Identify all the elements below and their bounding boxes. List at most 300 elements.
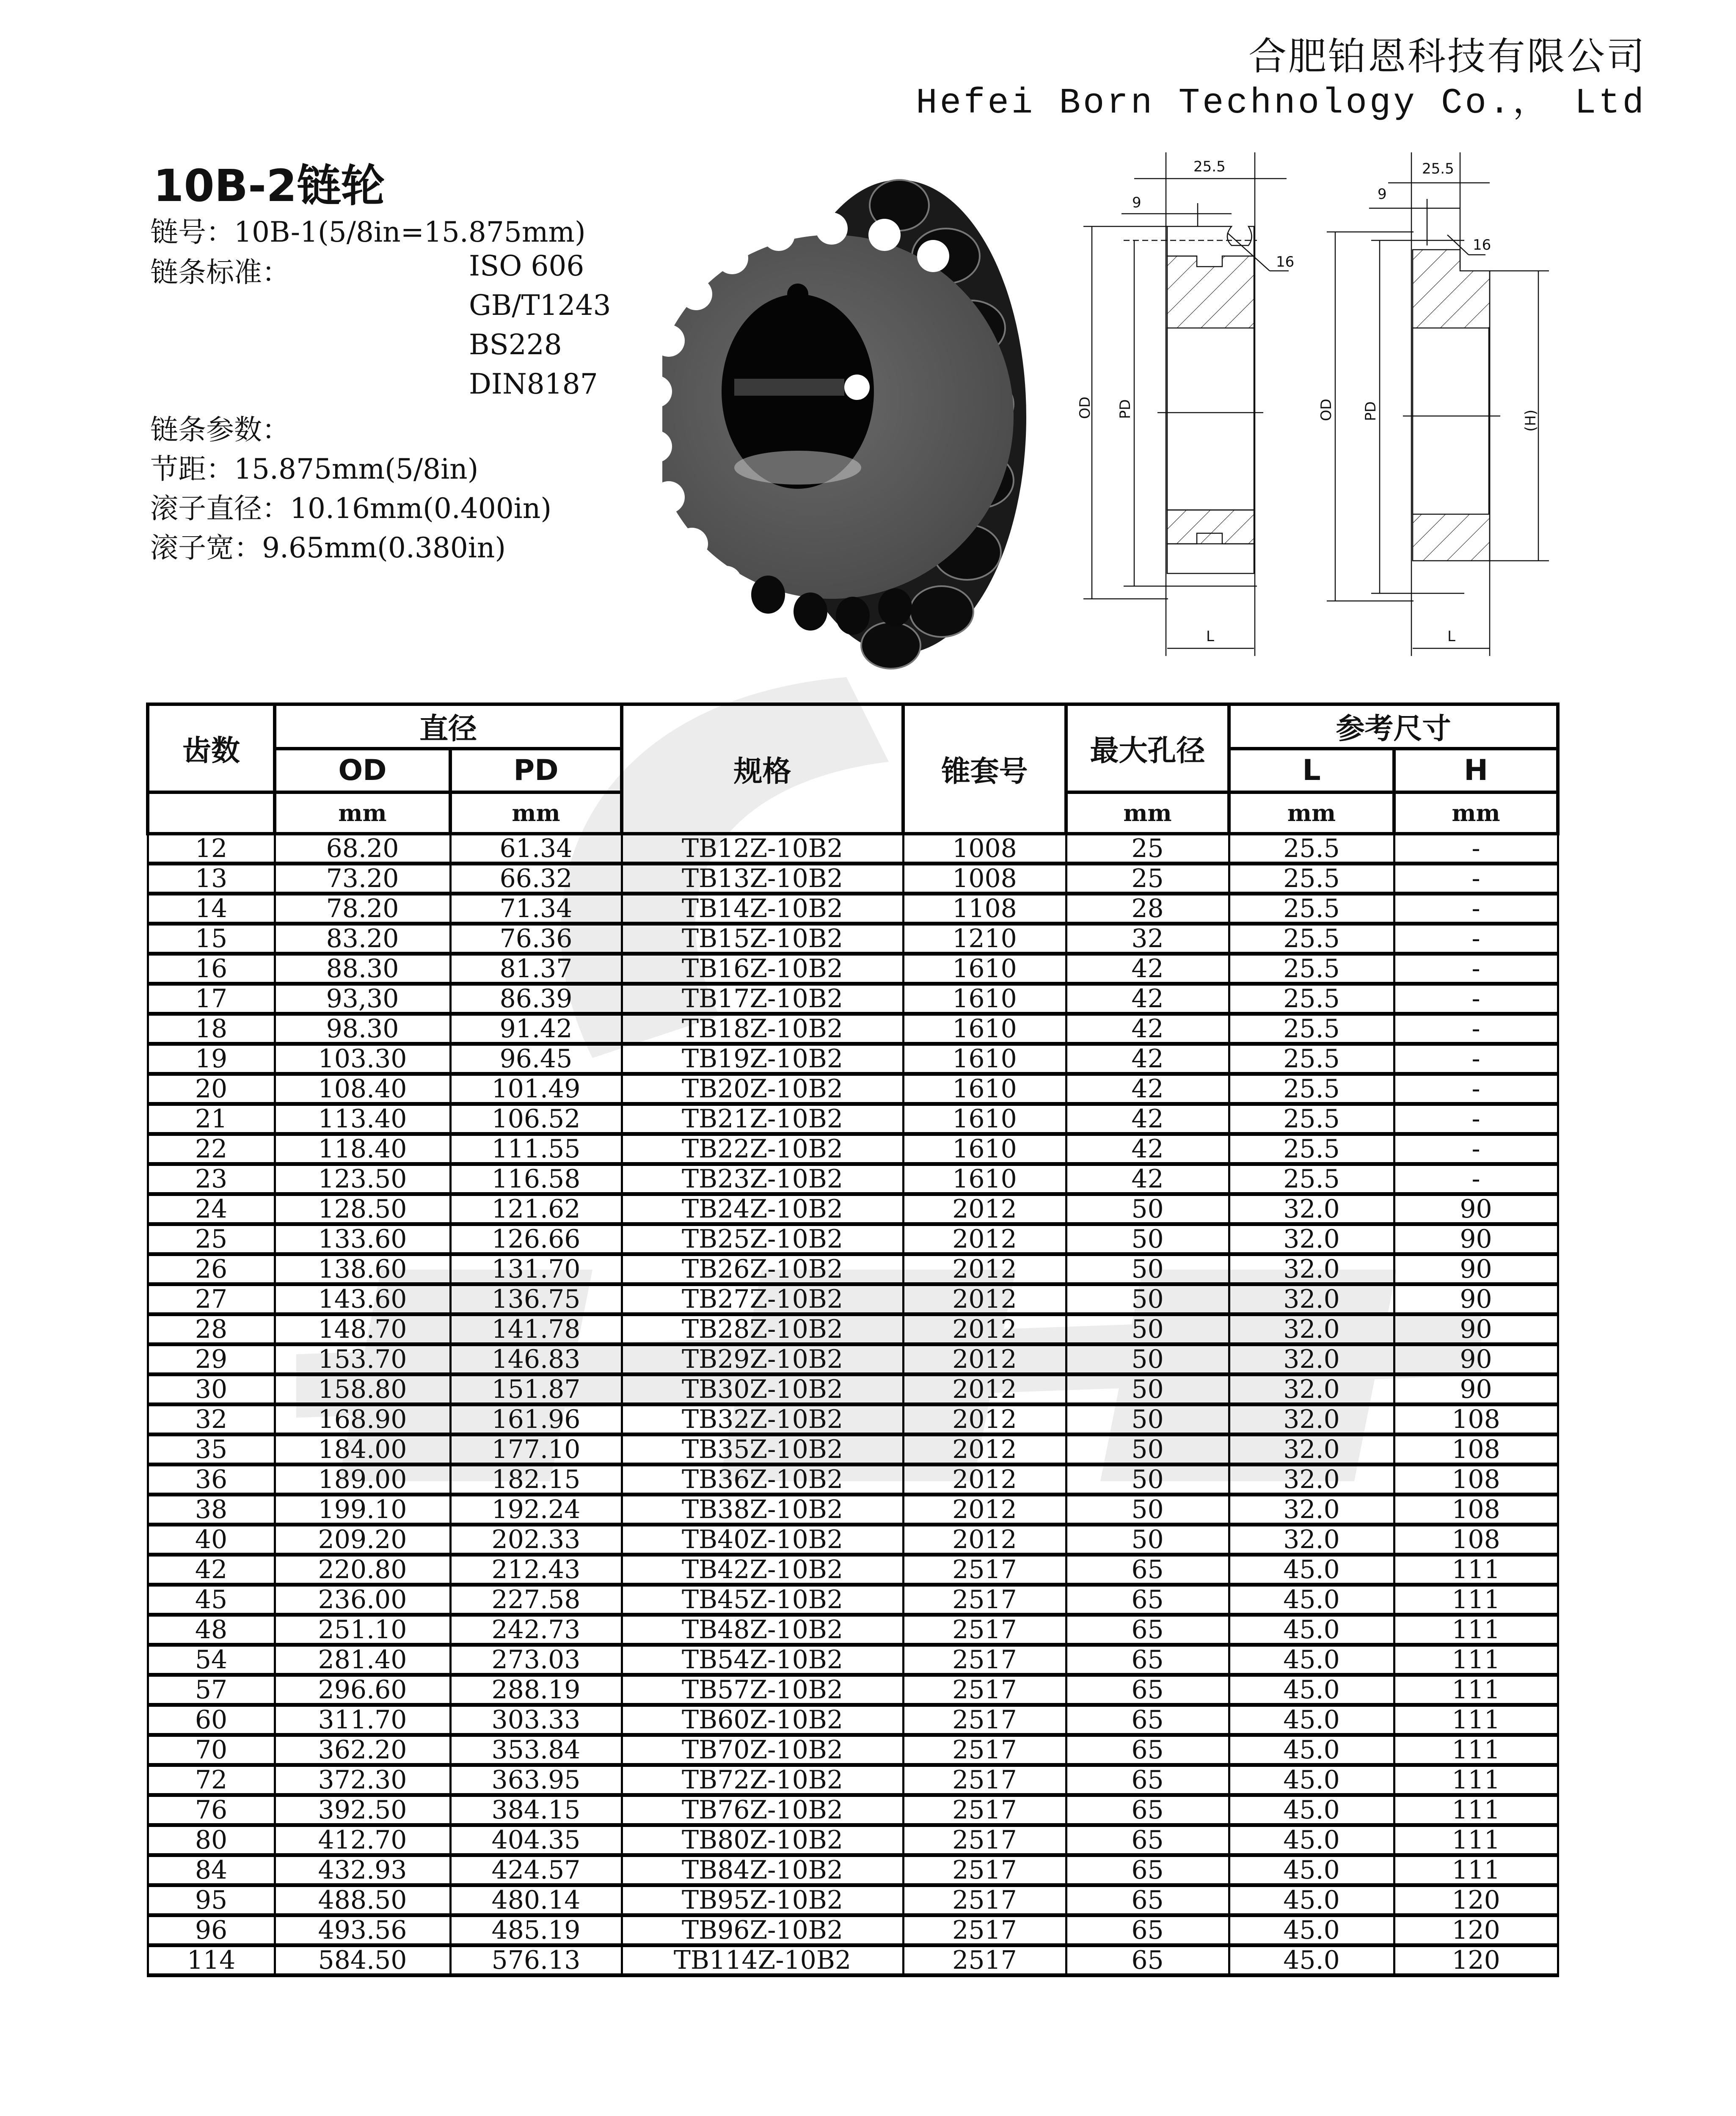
cell-teeth: 60 <box>148 1705 275 1735</box>
chain-standard-din: DIN8187 <box>469 368 598 400</box>
table-row <box>148 894 1558 924</box>
cell-teeth: 38 <box>148 1495 275 1525</box>
chain-params-label: 链条参数： <box>150 413 290 446</box>
cell-max-bore: 32 <box>1066 924 1229 954</box>
cell-h: 111 <box>1394 1855 1558 1885</box>
cell-pd: 96.45 <box>450 1044 622 1074</box>
table-row <box>148 834 1558 864</box>
cell-l: 45.0 <box>1229 1705 1394 1735</box>
cell-max-bore: 65 <box>1066 1825 1229 1855</box>
cell-teeth: 96 <box>148 1915 275 1945</box>
cell-bushing: 1610 <box>903 1074 1066 1104</box>
header-h: H <box>1394 749 1558 792</box>
cell-l: 45.0 <box>1229 1765 1394 1795</box>
cell-spec: TB12Z-10B2 <box>622 834 903 864</box>
cell-teeth: 13 <box>148 864 275 894</box>
table-row <box>148 1074 1558 1104</box>
cell-bushing: 1610 <box>903 954 1066 984</box>
cell-h: 108 <box>1394 1405 1558 1435</box>
table-row <box>148 1765 1558 1795</box>
table-row <box>148 954 1558 984</box>
table-row <box>148 1825 1558 1855</box>
cell-l: 25.5 <box>1229 894 1394 924</box>
cell-max-bore: 42 <box>1066 984 1229 1014</box>
cell-l: 45.0 <box>1229 1945 1394 1975</box>
drawing-view-b <box>1318 152 1549 656</box>
cell-max-bore: 65 <box>1066 1765 1229 1795</box>
table-row <box>148 1164 1558 1194</box>
cell-od: 251.10 <box>275 1615 450 1645</box>
cell-od: 138.60 <box>275 1254 450 1284</box>
cell-od: 362.20 <box>275 1735 450 1765</box>
cell-od: 143.60 <box>275 1284 450 1314</box>
cell-spec: TB30Z-10B2 <box>622 1375 903 1405</box>
cell-teeth: 30 <box>148 1375 275 1405</box>
cell-od: 78.20 <box>275 894 450 924</box>
cell-l: 32.0 <box>1229 1435 1394 1465</box>
cell-bushing: 1610 <box>903 1014 1066 1044</box>
cell-teeth: 35 <box>148 1435 275 1465</box>
cell-l: 45.0 <box>1229 1855 1394 1885</box>
cell-l: 32.0 <box>1229 1405 1394 1435</box>
cell-spec: TB19Z-10B2 <box>622 1044 903 1074</box>
cell-l: 25.5 <box>1229 1164 1394 1194</box>
table-row <box>148 1314 1558 1345</box>
cell-bushing: 2012 <box>903 1525 1066 1555</box>
cell-pd: 192.24 <box>450 1495 622 1525</box>
header-max-bore: 最大孔径 <box>1066 704 1229 792</box>
cell-spec: TB15Z-10B2 <box>622 924 903 954</box>
cell-spec: TB20Z-10B2 <box>622 1074 903 1104</box>
cell-h: 111 <box>1394 1585 1558 1615</box>
cell-max-bore: 65 <box>1066 1735 1229 1765</box>
label-h-b: (H) <box>1522 409 1539 432</box>
cell-h: 90 <box>1394 1375 1558 1405</box>
cell-teeth: 72 <box>148 1765 275 1795</box>
cell-h: 111 <box>1394 1675 1558 1705</box>
cell-spec: TB35Z-10B2 <box>622 1435 903 1465</box>
cell-bushing: 2517 <box>903 1795 1066 1825</box>
cell-max-bore: 50 <box>1066 1435 1229 1465</box>
label-l-a: L <box>1206 628 1214 645</box>
cell-bushing: 1210 <box>903 924 1066 954</box>
cell-max-bore: 50 <box>1066 1345 1229 1375</box>
cell-teeth: 19 <box>148 1044 275 1074</box>
cell-spec: TB36Z-10B2 <box>622 1465 903 1495</box>
cell-teeth: 17 <box>148 984 275 1014</box>
cell-h: - <box>1394 984 1558 1014</box>
cell-teeth: 26 <box>148 1254 275 1284</box>
cell-max-bore: 42 <box>1066 1014 1229 1044</box>
cell-pd: 242.73 <box>450 1615 622 1645</box>
cell-l: 45.0 <box>1229 1915 1394 1945</box>
cell-teeth: 42 <box>148 1555 275 1585</box>
cell-bushing: 2517 <box>903 1825 1066 1855</box>
table-row <box>148 1795 1558 1825</box>
cell-max-bore: 65 <box>1066 1885 1229 1915</box>
cell-max-bore: 25 <box>1066 864 1229 894</box>
cell-h: - <box>1394 1134 1558 1164</box>
cell-teeth: 21 <box>148 1104 275 1134</box>
table-row <box>148 1525 1558 1555</box>
cell-pd: 151.87 <box>450 1375 622 1405</box>
cell-bushing: 1610 <box>903 984 1066 1014</box>
header-diameter: 直径 <box>275 704 622 749</box>
cell-pd: 76.36 <box>450 924 622 954</box>
cell-spec: TB29Z-10B2 <box>622 1345 903 1375</box>
cell-l: 25.5 <box>1229 1074 1394 1104</box>
label-pd-a: PD <box>1117 399 1134 419</box>
table-row <box>148 1735 1558 1765</box>
dim-radius-a: 16 <box>1276 253 1295 270</box>
cell-od: 73.20 <box>275 864 450 894</box>
cell-l: 32.0 <box>1229 1375 1394 1405</box>
cell-spec: TB76Z-10B2 <box>622 1795 903 1825</box>
cell-l: 45.0 <box>1229 1585 1394 1615</box>
cell-od: 236.00 <box>275 1585 450 1615</box>
cell-h: 90 <box>1394 1314 1558 1345</box>
table-row <box>148 1435 1558 1465</box>
cell-h: 90 <box>1394 1254 1558 1284</box>
cell-h: 90 <box>1394 1284 1558 1314</box>
table-row <box>148 1254 1558 1284</box>
cell-spec: TB42Z-10B2 <box>622 1555 903 1585</box>
cell-teeth: 24 <box>148 1194 275 1224</box>
table-row <box>148 1915 1558 1945</box>
cell-teeth: 27 <box>148 1284 275 1314</box>
cell-bushing: 2517 <box>903 1585 1066 1615</box>
cell-od: 98.30 <box>275 1014 450 1044</box>
cell-pd: 303.33 <box>450 1705 622 1735</box>
table-row <box>148 924 1558 954</box>
cell-od: 118.40 <box>275 1134 450 1164</box>
dim-offset-a: 9 <box>1132 194 1141 211</box>
cell-spec: TB18Z-10B2 <box>622 1014 903 1044</box>
chain-standard-bs: BS228 <box>469 328 562 361</box>
cell-spec: TB95Z-10B2 <box>622 1885 903 1915</box>
company-name-en: Hefei Born Technology Co.， Ltd <box>916 83 1646 124</box>
table-row <box>148 1194 1558 1224</box>
cell-max-bore: 65 <box>1066 1555 1229 1585</box>
cell-h: - <box>1394 1104 1558 1134</box>
cell-spec: TB114Z-10B2 <box>622 1945 903 1975</box>
cell-h: - <box>1394 834 1558 864</box>
cell-bushing: 2012 <box>903 1435 1066 1465</box>
table-row <box>148 1615 1558 1645</box>
cell-pd: 116.58 <box>450 1164 622 1194</box>
cell-spec: TB24Z-10B2 <box>622 1194 903 1224</box>
cell-teeth: 15 <box>148 924 275 954</box>
cell-bushing: 2012 <box>903 1254 1066 1284</box>
cell-pd: 576.13 <box>450 1945 622 1975</box>
label-od-a: OD <box>1077 397 1094 419</box>
table-row <box>148 1945 1558 1975</box>
cell-max-bore: 50 <box>1066 1224 1229 1254</box>
cell-teeth: 48 <box>148 1615 275 1645</box>
cell-l: 45.0 <box>1229 1795 1394 1825</box>
cell-od: 168.90 <box>275 1405 450 1435</box>
cell-od: 488.50 <box>275 1885 450 1915</box>
cell-bushing: 2012 <box>903 1314 1066 1345</box>
cell-spec: TB14Z-10B2 <box>622 894 903 924</box>
cell-max-bore: 65 <box>1066 1615 1229 1645</box>
cell-max-bore: 50 <box>1066 1495 1229 1525</box>
table-row <box>148 1224 1558 1254</box>
table-row <box>148 1134 1558 1164</box>
cell-spec: TB60Z-10B2 <box>622 1705 903 1735</box>
cell-teeth: 70 <box>148 1735 275 1765</box>
cell-h: 111 <box>1394 1555 1558 1585</box>
cell-pd: 202.33 <box>450 1525 622 1555</box>
cell-bushing: 1610 <box>903 1044 1066 1074</box>
cell-h: 120 <box>1394 1915 1558 1945</box>
cell-h: 111 <box>1394 1615 1558 1645</box>
label-pd-b: PD <box>1362 401 1379 421</box>
cell-max-bore: 50 <box>1066 1405 1229 1435</box>
table-row <box>148 1495 1558 1525</box>
cell-h: - <box>1394 894 1558 924</box>
cell-max-bore: 50 <box>1066 1525 1229 1555</box>
cell-bushing: 2012 <box>903 1405 1066 1435</box>
technical-drawing <box>1050 144 1566 660</box>
cell-h: - <box>1394 864 1558 894</box>
cell-pd: 384.15 <box>450 1795 622 1825</box>
cell-od: 123.50 <box>275 1164 450 1194</box>
cell-spec: TB45Z-10B2 <box>622 1585 903 1615</box>
cell-l: 32.0 <box>1229 1284 1394 1314</box>
cell-pd: 101.49 <box>450 1074 622 1104</box>
cell-pd: 131.70 <box>450 1254 622 1284</box>
cell-teeth: 32 <box>148 1405 275 1435</box>
table-row <box>148 1645 1558 1675</box>
company-name-cn: 合肥铂恩科技有限公司 <box>1248 34 1646 79</box>
cell-bushing: 2012 <box>903 1224 1066 1254</box>
cell-pd: 212.43 <box>450 1555 622 1585</box>
cell-od: 412.70 <box>275 1825 450 1855</box>
table-row <box>148 1104 1558 1134</box>
cell-bushing: 2517 <box>903 1615 1066 1645</box>
header-od: OD <box>275 749 450 792</box>
label-od-b: OD <box>1318 399 1335 421</box>
table-row <box>148 1885 1558 1915</box>
cell-od: 220.80 <box>275 1555 450 1585</box>
table-row <box>148 984 1558 1014</box>
cell-spec: TB32Z-10B2 <box>622 1405 903 1435</box>
cell-h: 120 <box>1394 1885 1558 1915</box>
cell-l: 45.0 <box>1229 1825 1394 1855</box>
cell-l: 32.0 <box>1229 1224 1394 1254</box>
cell-spec: TB70Z-10B2 <box>622 1735 903 1765</box>
cell-teeth: 12 <box>148 834 275 864</box>
cell-pd: 121.62 <box>450 1194 622 1224</box>
cell-od: 148.70 <box>275 1314 450 1345</box>
cell-max-bore: 50 <box>1066 1375 1229 1405</box>
cell-l: 32.0 <box>1229 1495 1394 1525</box>
cell-h: - <box>1394 1044 1558 1074</box>
cell-spec: TB80Z-10B2 <box>622 1825 903 1855</box>
cell-pd: 61.34 <box>450 834 622 864</box>
table-row <box>148 1675 1558 1705</box>
cell-h: 111 <box>1394 1735 1558 1765</box>
label-l-b: L <box>1447 628 1455 645</box>
header-pd: PD <box>450 749 622 792</box>
cell-l: 25.5 <box>1229 1134 1394 1164</box>
cell-teeth: 95 <box>148 1885 275 1915</box>
table-row <box>148 1345 1558 1375</box>
cell-bushing: 1108 <box>903 894 1066 924</box>
cell-l: 32.0 <box>1229 1254 1394 1284</box>
cell-teeth: 25 <box>148 1224 275 1254</box>
drawing-view-a <box>1077 152 1294 656</box>
cell-pd: 146.83 <box>450 1345 622 1375</box>
cell-max-bore: 50 <box>1066 1465 1229 1495</box>
cell-max-bore: 65 <box>1066 1915 1229 1945</box>
cell-l: 45.0 <box>1229 1735 1394 1765</box>
cell-max-bore: 65 <box>1066 1855 1229 1885</box>
cell-h: 111 <box>1394 1705 1558 1735</box>
cell-max-bore: 65 <box>1066 1675 1229 1705</box>
cell-spec: TB16Z-10B2 <box>622 954 903 984</box>
cell-max-bore: 50 <box>1066 1284 1229 1314</box>
unit-h: mm <box>1394 792 1558 834</box>
cell-h: 90 <box>1394 1345 1558 1375</box>
cell-max-bore: 42 <box>1066 954 1229 984</box>
sprocket-image <box>662 154 1035 671</box>
cell-pd: 363.95 <box>450 1765 622 1795</box>
table-row <box>148 864 1558 894</box>
cell-teeth: 45 <box>148 1585 275 1615</box>
header-ref-dims: 参考尺寸 <box>1229 704 1558 749</box>
cell-od: 281.40 <box>275 1645 450 1675</box>
cell-teeth: 18 <box>148 1014 275 1044</box>
cell-bushing: 2517 <box>903 1885 1066 1915</box>
cell-od: 68.20 <box>275 834 450 864</box>
cell-bushing: 1610 <box>903 1104 1066 1134</box>
unit-teeth-blank <box>148 792 275 834</box>
cell-bushing: 1008 <box>903 834 1066 864</box>
cell-od: 158.80 <box>275 1375 450 1405</box>
cell-od: 584.50 <box>275 1945 450 1975</box>
cell-bushing: 2517 <box>903 1765 1066 1795</box>
cell-bushing: 2517 <box>903 1945 1066 1975</box>
cell-od: 113.40 <box>275 1104 450 1134</box>
cell-bushing: 1008 <box>903 864 1066 894</box>
sprocket-spec-table <box>146 703 1560 1977</box>
cell-h: 90 <box>1394 1194 1558 1224</box>
cell-teeth: 54 <box>148 1645 275 1675</box>
cell-teeth: 114 <box>148 1945 275 1975</box>
cell-pd: 81.37 <box>450 954 622 984</box>
cell-teeth: 20 <box>148 1074 275 1104</box>
unit-pd: mm <box>450 792 622 834</box>
product-title: 10B-2链轮 <box>153 160 385 212</box>
cell-l: 25.5 <box>1229 954 1394 984</box>
cell-od: 128.50 <box>275 1194 450 1224</box>
dim-width-b: 25.5 <box>1422 160 1454 177</box>
cell-od: 493.56 <box>275 1915 450 1945</box>
cell-spec: TB13Z-10B2 <box>622 864 903 894</box>
cell-pd: 106.52 <box>450 1104 622 1134</box>
chain-standard-gb: GB/T1243 <box>469 289 611 322</box>
cell-h: 90 <box>1394 1224 1558 1254</box>
chain-standard-label: 链条标准： <box>150 256 290 289</box>
cell-od: 189.00 <box>275 1465 450 1495</box>
table-row <box>148 1465 1558 1495</box>
cell-l: 32.0 <box>1229 1194 1394 1224</box>
cell-pd: 86.39 <box>450 984 622 1014</box>
cell-l: 45.0 <box>1229 1555 1394 1585</box>
cell-bushing: 2517 <box>903 1555 1066 1585</box>
cell-spec: TB21Z-10B2 <box>622 1104 903 1134</box>
cell-l: 45.0 <box>1229 1645 1394 1675</box>
chain-number: 链号：10B-1(5/8in=15.875mm) <box>150 216 586 248</box>
dim-width-a: 25.5 <box>1193 158 1226 175</box>
cell-l: 25.5 <box>1229 1014 1394 1044</box>
cell-max-bore: 42 <box>1066 1164 1229 1194</box>
cell-bushing: 2012 <box>903 1375 1066 1405</box>
cell-l: 25.5 <box>1229 1044 1394 1074</box>
cell-h: 108 <box>1394 1495 1558 1525</box>
cell-max-bore: 65 <box>1066 1705 1229 1735</box>
cell-pd: 91.42 <box>450 1014 622 1044</box>
cell-od: 392.50 <box>275 1795 450 1825</box>
table-row <box>148 1705 1558 1735</box>
cell-l: 45.0 <box>1229 1615 1394 1645</box>
cell-teeth: 76 <box>148 1795 275 1825</box>
cell-max-bore: 65 <box>1066 1795 1229 1825</box>
unit-od: mm <box>275 792 450 834</box>
cell-spec: TB57Z-10B2 <box>622 1675 903 1705</box>
cell-h: - <box>1394 1014 1558 1044</box>
cell-h: 111 <box>1394 1825 1558 1855</box>
cell-bushing: 2012 <box>903 1284 1066 1314</box>
table-row <box>148 1014 1558 1044</box>
roller-diameter: 滚子直径：10.16mm(0.400in) <box>150 492 552 525</box>
cell-bushing: 2517 <box>903 1855 1066 1885</box>
cell-h: - <box>1394 1074 1558 1104</box>
cell-max-bore: 65 <box>1066 1645 1229 1675</box>
cell-max-bore: 50 <box>1066 1194 1229 1224</box>
cell-max-bore: 28 <box>1066 894 1229 924</box>
roller-width: 滚子宽：9.65mm(0.380in) <box>150 532 506 564</box>
cell-max-bore: 42 <box>1066 1044 1229 1074</box>
cell-od: 199.10 <box>275 1495 450 1525</box>
chain-standard-iso: ISO 606 <box>469 250 584 282</box>
cell-spec: TB38Z-10B2 <box>622 1495 903 1525</box>
cell-max-bore: 65 <box>1066 1945 1229 1975</box>
cell-l: 32.0 <box>1229 1525 1394 1555</box>
cell-bushing: 2517 <box>903 1735 1066 1765</box>
cell-l: 45.0 <box>1229 1675 1394 1705</box>
cell-teeth: 16 <box>148 954 275 984</box>
cell-teeth: 23 <box>148 1164 275 1194</box>
cell-teeth: 84 <box>148 1855 275 1885</box>
cell-teeth: 40 <box>148 1525 275 1555</box>
dim-offset-b: 9 <box>1378 186 1387 203</box>
cell-pd: 485.19 <box>450 1915 622 1945</box>
cell-spec: TB96Z-10B2 <box>622 1915 903 1945</box>
table-row <box>148 1855 1558 1885</box>
cell-max-bore: 50 <box>1066 1254 1229 1284</box>
cell-spec: TB25Z-10B2 <box>622 1224 903 1254</box>
cell-l: 25.5 <box>1229 834 1394 864</box>
cell-teeth: 80 <box>148 1825 275 1855</box>
cell-teeth: 28 <box>148 1314 275 1345</box>
cell-teeth: 22 <box>148 1134 275 1164</box>
cell-teeth: 57 <box>148 1675 275 1705</box>
cell-od: 108.40 <box>275 1074 450 1104</box>
cell-h: 108 <box>1394 1525 1558 1555</box>
